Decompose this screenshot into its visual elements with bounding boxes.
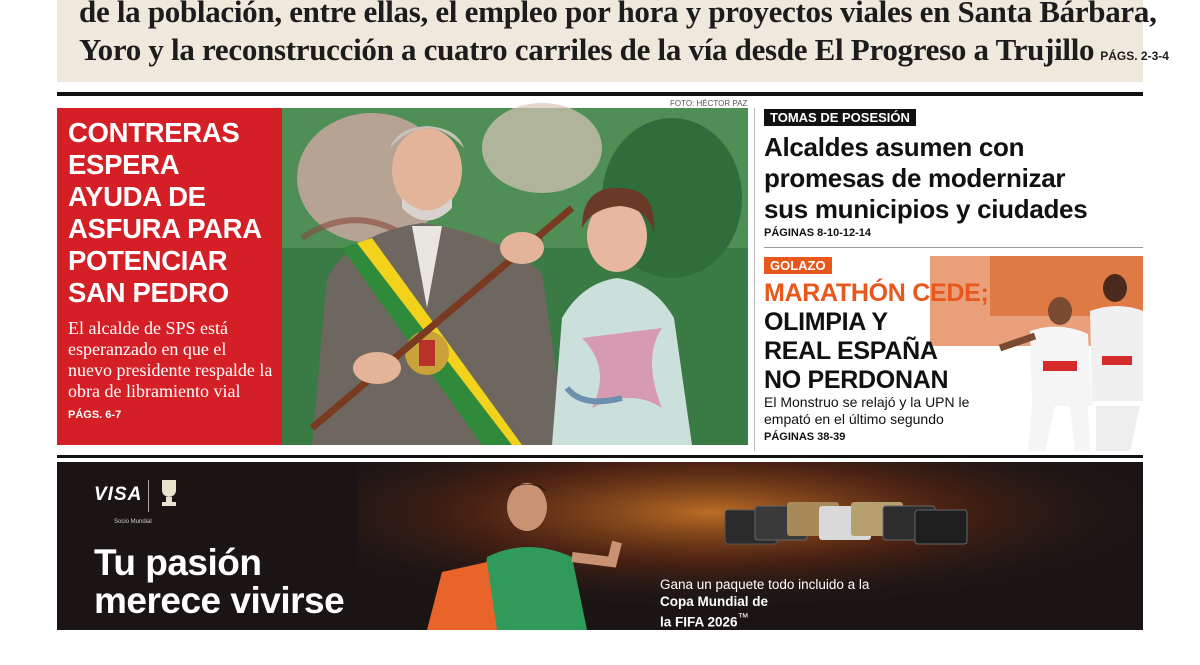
- lead-headline-line: ASFURA PARA: [68, 213, 262, 244]
- banner-text-line-2-content: Yoro y la reconstrucción a cuatro carriles de la vía desde El Progreso a Trujillo: [79, 32, 1095, 67]
- section-rule-top: [57, 92, 1143, 96]
- ad-offer-prefix: Gana un paquete todo incluido a la: [660, 577, 870, 592]
- visa-logo: VISA: [94, 484, 143, 505]
- sports-headline-line: OLIMPIA Y: [764, 308, 888, 336]
- ad-offer-cup-name: Copa Mundial de: [660, 594, 768, 609]
- banner-text-line-1: de la población, entre ellas, el empleo por hora y proyectos viales en Santa Bárbara,: [79, 0, 1157, 29]
- sports-headline-accent: MARATHÓN CEDE;: [764, 279, 989, 307]
- banner-text-line-2: [79, 32, 1169, 68]
- lead-photo-illustration: [282, 108, 748, 445]
- lead-description-text: El alcalde de SPS está esperanzado en que el nuevo presidente respalde la obra de libramiento vial: [68, 318, 273, 401]
- ad-slogan-line: merece vivirse: [94, 580, 345, 621]
- lead-description: [68, 318, 274, 426]
- mayors-headline-line: Alcaldes asumen con: [764, 132, 1025, 162]
- top-banner: [57, 0, 1169, 82]
- sports-headline[interactable]: [764, 279, 989, 395]
- story-separator: [764, 247, 1143, 248]
- lead-headline-line: CONTRERAS: [68, 117, 240, 148]
- sports-headline-line: REAL ESPAÑA: [764, 337, 938, 365]
- lead-headline: [68, 117, 274, 309]
- photo-credit: FOTO: HÉCTOR PAZ: [670, 99, 748, 108]
- mayors-pages-ref: PÁGINAS 8-10-12-14: [764, 227, 871, 239]
- sports-pages-ref: PÁGINAS 38-39: [764, 431, 846, 443]
- lead-headline-line: POTENCIAR: [68, 245, 228, 276]
- ad-sponsor-label: Socio Mundial: [114, 519, 152, 525]
- lead-headline-line: SAN PEDRO: [68, 277, 229, 308]
- banner-pages-ref: PÁGS. 2-3-4: [1100, 49, 1169, 63]
- mayors-headline-line: promesas de modernizar: [764, 163, 1066, 193]
- ad-offer-line-2: [660, 610, 1080, 648]
- sports-description: El Monstruo se relajó y la UPN le empató en el último segundo: [764, 394, 970, 427]
- column-divider: [754, 108, 755, 451]
- lead-headline-line: ESPERA: [68, 149, 180, 180]
- lead-pages-ref: PÁGS. 6-7: [68, 409, 122, 421]
- ad-offer-fifa: la FIFA 2026: [660, 614, 738, 630]
- ad-offer-rest: con tus tarjetas de débito y crédito Visa: [660, 631, 896, 647]
- logo-separator: [148, 480, 149, 512]
- kicker-tomas-de-posesion: TOMAS DE POSESIÓN: [764, 109, 916, 126]
- ad-offer-line-3: de Banco de Occidente gracias a Visa.: [660, 648, 893, 664]
- lead-story-box[interactable]: [57, 108, 282, 445]
- lead-photo-mayor-inauguration[interactable]: [282, 108, 748, 445]
- mayors-headline-line: sus municipios y ciudades: [764, 194, 1088, 224]
- ad-slogan-line: Tu pasión: [94, 542, 262, 583]
- section-rule-ad: [57, 455, 1143, 458]
- ad-offer-line-1: [660, 576, 1080, 610]
- world-cup-trophy-icon: [158, 478, 180, 508]
- lead-headline-line: AYUDA DE: [68, 181, 206, 212]
- kicker-golazo: GOLAZO: [764, 257, 832, 274]
- ad-offer-text: [660, 576, 1080, 665]
- ad-offer-trademark: ™: [737, 612, 749, 624]
- ad-slogan: [94, 544, 344, 620]
- mayors-headline[interactable]: [764, 132, 1144, 225]
- visa-advertisement[interactable]: [57, 462, 1143, 664]
- sports-headline-line: NO PERDONAN: [764, 366, 949, 394]
